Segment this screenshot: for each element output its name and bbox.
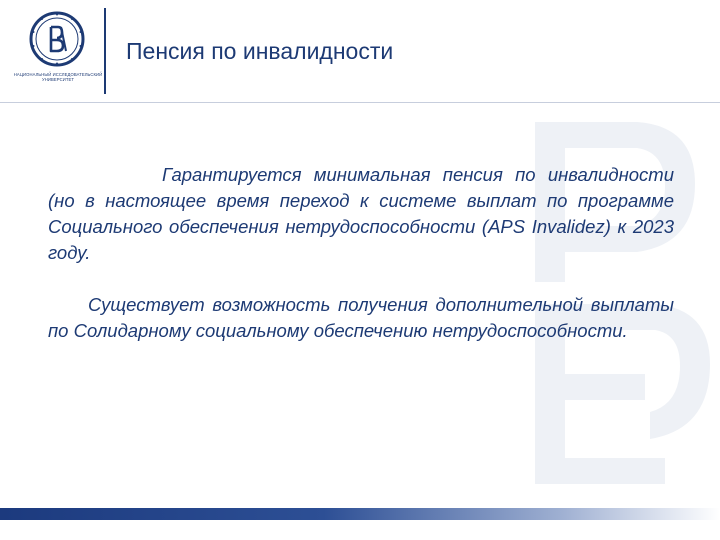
slide-title: Пенсия по инвалидности bbox=[126, 38, 394, 64]
logo-caption-line: НАЦИОНАЛЬНЫЙ ИССЛЕДОВАТЕЛЬСКИЙ bbox=[13, 72, 103, 77]
paragraph-disability-pension: Гарантируется минимальная пенсия по инвалидности (но в настоящее время переход к системе выплат по программе Социального обеспечения нетрудоспособности (APS Invalidez) к 2023 году. bbox=[48, 164, 674, 263]
slide-header bbox=[0, 0, 720, 104]
logo-caption bbox=[8, 72, 108, 83]
paragraph-additional-payment: Существует возможность получения дополнительной выплаты по Солидарному социальному обеспечению нетрудоспособности. bbox=[48, 294, 674, 341]
header-rule bbox=[0, 102, 720, 103]
hse-crest-icon bbox=[22, 10, 92, 68]
header-divider bbox=[104, 8, 106, 94]
logo bbox=[8, 10, 108, 92]
logo-caption-line: УНИВЕРСИТЕТ bbox=[41, 77, 75, 83]
footer-gradient-bar bbox=[0, 508, 720, 520]
slide-body bbox=[48, 162, 674, 344]
